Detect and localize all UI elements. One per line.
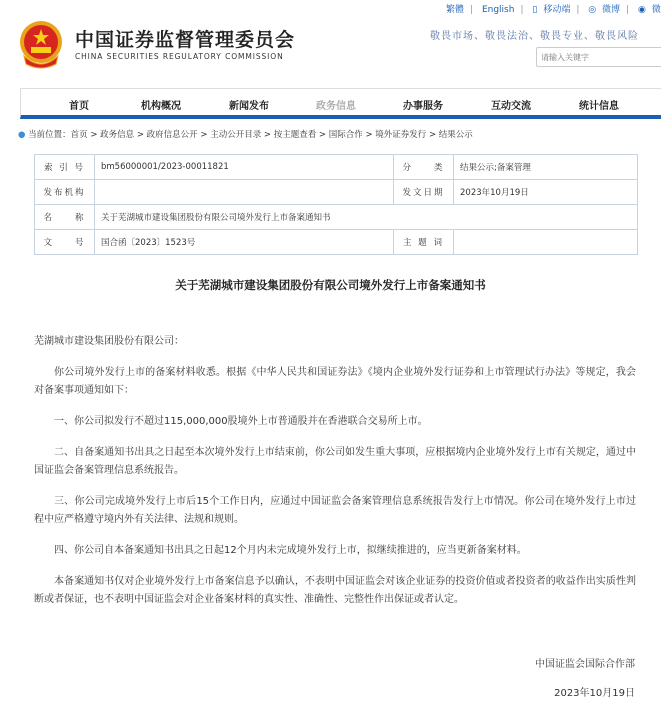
weibo-icon: ◎ bbox=[588, 5, 597, 15]
name-label: 名 称 bbox=[35, 205, 95, 230]
index-label: 索 引 号 bbox=[35, 155, 95, 180]
main-nav bbox=[20, 88, 661, 119]
nav-gov-info[interactable]: 政务信息 bbox=[316, 101, 356, 112]
docno-label: 文 号 bbox=[35, 230, 95, 255]
site-title: 中国证券监督管理委员会 bbox=[75, 29, 296, 51]
traditional-chinese-link[interactable]: 繁體 bbox=[446, 5, 465, 15]
paragraph: 一、你公司拟发行不超过115,000,000股境外上市普通股并在香港联合交易所上市。 bbox=[54, 416, 428, 427]
date-label: 发文日期 bbox=[394, 180, 454, 205]
english-link[interactable]: English bbox=[481, 5, 515, 15]
paragraph: 你公司境外发行上市的备案材料收悉。根据《中华人民共和国证券法》《境内企业境外发行证券和上市管理试行办法》等规定，我会对备案事项通知如下： bbox=[34, 367, 636, 396]
index-value: bm56000001/2023-00011821 bbox=[95, 155, 394, 180]
category-value: 结果公示;备案管理 bbox=[454, 155, 638, 180]
slogan: 敬畏市场、敬畏法治、敬畏专业、敬畏风险 bbox=[430, 31, 639, 42]
date-value: 2023年10月19日 bbox=[454, 180, 638, 205]
wechat-icon: ◉ bbox=[638, 5, 646, 15]
search-input[interactable] bbox=[536, 47, 661, 67]
publisher-label: 发布机构 bbox=[35, 180, 95, 205]
site-subtitle: CHINA SECURITIES REGULATORY COMMISSION bbox=[75, 52, 284, 61]
nav-about[interactable]: 机构概况 bbox=[141, 101, 181, 112]
salutation: 芜湖城市建设集团股份有限公司： bbox=[34, 336, 184, 347]
breadcrumb-text[interactable]: 当前位置：首页 > 政务信息 > 政府信息公开 > 主动公开目录 > 按主题查看 > 国际合作 > 境外证券发行 > 结果公示 bbox=[28, 130, 473, 140]
nav-services[interactable]: 办事服务 bbox=[403, 101, 443, 112]
paragraph: 二、自备案通知书出具之日起至本次境外发行上市结束前，你公司如发生重大事项，应根据境内企业境外发行上市有关规定，通过中国证监会备案管理信息系统报告。 bbox=[34, 447, 636, 476]
breadcrumb bbox=[18, 128, 473, 140]
document-meta-table bbox=[34, 154, 638, 255]
nav-statistics[interactable]: 统计信息 bbox=[579, 101, 619, 112]
wechat-link[interactable]: 微 bbox=[651, 5, 661, 15]
nav-news[interactable]: 新闻发布 bbox=[229, 101, 269, 112]
paragraph: 本备案通知书仅对企业境外发行上市备案信息予以确认，不表明中国证监会对该企业证券的投资价值或者投资者的收益作出实质性判断或者保证，也不表明中国证监会对企业备案材料的真实性、准确性、完整性作出保证或者认定。 bbox=[34, 576, 636, 605]
weibo-link[interactable]: 微博 bbox=[602, 5, 621, 15]
nav-interaction[interactable]: 互动交流 bbox=[491, 101, 531, 112]
document-title: 关于芜湖城市建设集团股份有限公司境外发行上市备案通知书 bbox=[175, 278, 486, 292]
top-links: 繁體 | English | ▯ 移动端 | ◎ 微博 | ◉ 微 bbox=[446, 5, 661, 15]
nav-home[interactable]: 首页 bbox=[69, 101, 89, 112]
mobile-icon: ▯ bbox=[532, 5, 538, 15]
national-emblem-logo[interactable] bbox=[18, 20, 64, 70]
location-pin-icon: ● bbox=[18, 130, 26, 140]
category-label: 分 类 bbox=[394, 155, 454, 180]
document-body bbox=[34, 333, 636, 622]
mobile-link[interactable]: 移动端 bbox=[543, 5, 571, 15]
keywords-label: 主 题 词 bbox=[394, 230, 454, 255]
paragraph: 四、你公司自本备案通知书出具之日起12个月内未完成境外发行上市，拟继续推进的，应当更新备案材料。 bbox=[54, 545, 527, 556]
publisher-value bbox=[95, 180, 394, 205]
signature-date: 2023年10月19日 bbox=[554, 688, 635, 699]
keywords-value bbox=[454, 230, 638, 255]
docno-value: 国合函〔2023〕1523号 bbox=[95, 230, 394, 255]
paragraph: 三、你公司完成境外发行上市后15个工作日内，应通过中国证监会备案管理信息系统报告发行上市情况。你公司在境外发行上市过程中应严格遵守境内外有关法律、法规和规则。 bbox=[34, 496, 636, 525]
name-value: 关于芜湖城市建设集团股份有限公司境外发行上市备案通知书 bbox=[95, 205, 638, 230]
signature: 中国证监会国际合作部 bbox=[535, 659, 635, 670]
